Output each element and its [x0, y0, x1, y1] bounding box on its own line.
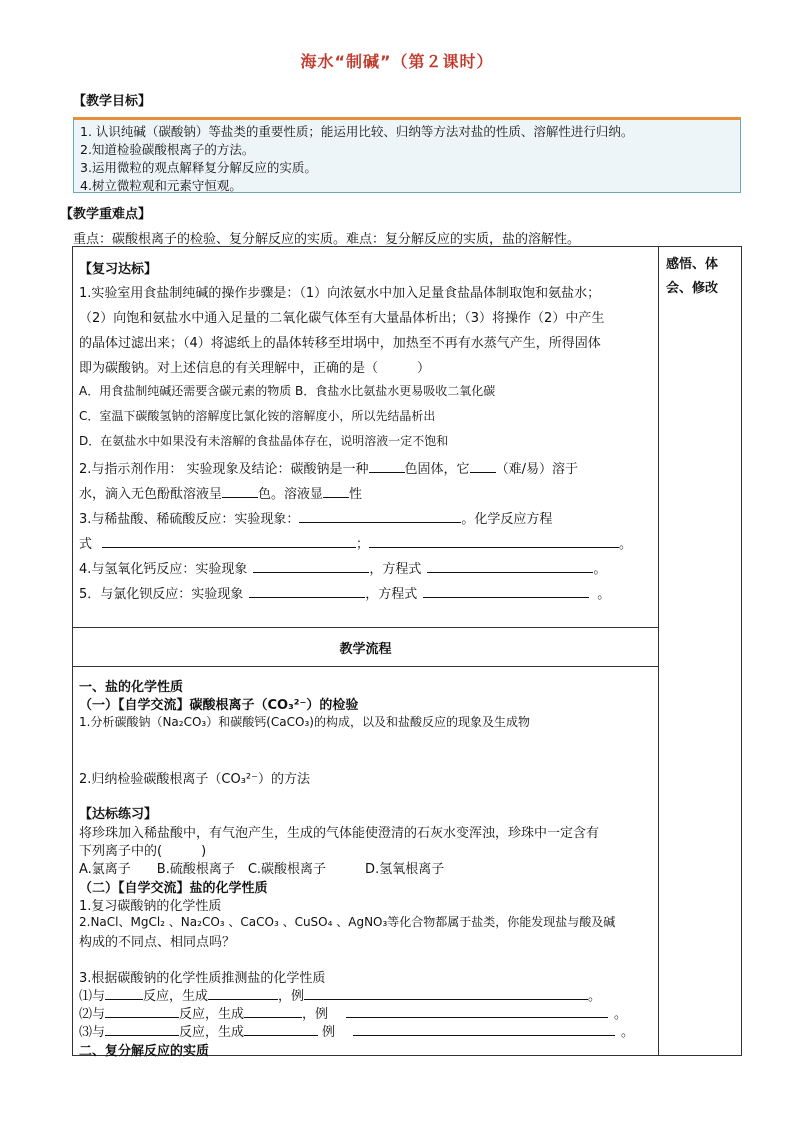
blank[interactable]: [369, 458, 405, 473]
goals-box: [73, 117, 741, 193]
r-text: 反应，生成: [179, 1007, 245, 1022]
part1-t1: 1.复习碳酸钠的化学性质: [79, 899, 222, 914]
q5-text: 。: [597, 587, 611, 602]
part1-s2: [79, 768, 310, 787]
r-text: ⑶与: [79, 1025, 106, 1040]
q4-text: 。: [593, 562, 607, 577]
q2-text: （难/易）溶于: [495, 462, 578, 477]
q3-text: 3.与稀盐酸、稀硫酸反应：实验现象：: [79, 512, 300, 527]
blank[interactable]: [102, 533, 356, 548]
blank[interactable]: [105, 1021, 179, 1036]
part1-t2a: 2.NaCl、MgCl₂ 、Na₂CO₃ 、CaCO₃ 、CuSO₄ 、AgNO₃等化合物都属于盐类，你能发现盐与酸及碱: [79, 915, 616, 929]
flow-heading: 教学流程: [339, 642, 392, 657]
q5-text: 5．与氯化钡反应：实验现象: [79, 587, 244, 602]
r-text: 。: [588, 989, 602, 1004]
q2-text: 水，滴入无色酚酞溶液呈: [79, 487, 223, 502]
key-text: 重点：碳酸根离子的检验、复分解反应的实质。难点：复分解反应的实质，盐的溶解性。: [73, 232, 581, 247]
goal-item: 2.知道检验碳酸根离子的方法。: [80, 142, 255, 157]
part2-heading: 二、复分解反应的实质: [79, 1044, 210, 1059]
q2-line2: [79, 483, 362, 502]
r-text: 反应，生成: [179, 1025, 245, 1040]
part1-t2b: 构成的不同点、相同点吗？: [79, 935, 236, 950]
r-text: 例: [322, 1025, 336, 1040]
q3-text: 式: [79, 537, 93, 552]
blank[interactable]: [323, 483, 349, 498]
q2-text: 性: [349, 487, 363, 502]
blank[interactable]: [304, 985, 588, 1000]
blank[interactable]: [299, 508, 461, 523]
side-column-header: 感悟、体会、修改: [666, 257, 719, 296]
q1-line: 即为碳酸钠。对上述信息的有关理解中，正确的是（ ）: [79, 361, 431, 376]
q1-option: A．用食盐制纯碱还需要含碳元素的物质 B．食盐水比氨盐水更易吸收二氧化碳: [79, 384, 496, 398]
q2-text: 色固体，它: [404, 462, 470, 477]
practice-heading: 【达标练习】: [79, 807, 158, 822]
q4-text: ，方程式: [369, 562, 422, 577]
blank[interactable]: [369, 533, 619, 548]
q3-text: ；: [356, 537, 370, 552]
q3-text: 。: [619, 537, 633, 552]
blank[interactable]: [423, 583, 589, 598]
review-heading: 【复习达标】: [79, 262, 158, 277]
r-text: 。: [614, 1007, 628, 1022]
reaction-line-3: [79, 1021, 634, 1040]
q2-line1: [79, 458, 578, 477]
q2-text: 色。溶液显: [258, 487, 324, 502]
part1-sub1: （一）【自学交流】碳酸根离子（CO₃²⁻）的检验: [79, 698, 359, 713]
q5-line: [79, 583, 610, 602]
goals-heading: 【教学目标】: [73, 94, 152, 109]
goal-item: 3.运用微粒的观点解释复分解反应的实质。: [80, 160, 317, 175]
r-text: ⑴与: [79, 989, 106, 1004]
q1-line: （2）向饱和氨盐水中通入足量的二氧化碳气体至有大量晶体析出；（3）将操作（2）中产生: [79, 311, 605, 326]
q4-text: 4.与氢氧化钙反应：实验现象: [79, 562, 248, 577]
blank[interactable]: [105, 985, 143, 1000]
practice-options: A.氯离子 B.硫酸根离子 C.碳酸根离子 D.氢氧根离子: [79, 862, 445, 877]
r-text: 反应，生成: [143, 989, 209, 1004]
r-text: ⑵与: [79, 1007, 106, 1022]
blank[interactable]: [427, 558, 593, 573]
r-text: ，例: [278, 989, 305, 1004]
practice-line: 将珍珠加入稀盐酸中，有气泡产生，生成的气体能使澄清的石灰水变浑浊，珍珠中一定含有: [79, 826, 600, 841]
page-title: 海水“制碱”（第２课时）: [300, 52, 494, 71]
q1-line: 1.实验室用食盐制纯碱的操作步骤是：（1）向浓氨水中加入足量食盐晶体制取饱和氨盐水；: [79, 286, 601, 301]
blank[interactable]: [253, 558, 369, 573]
q1-line: 的晶体过滤出来；（4）将滤纸上的晶体转移至坩埚中，加热至不再有水蒸气产生，所得固体: [79, 336, 601, 351]
q3-text: 。化学反应方程: [461, 512, 553, 527]
reaction-line-2: [79, 1003, 627, 1022]
blank[interactable]: [470, 458, 496, 473]
row-divider: [72, 666, 659, 667]
part1-sub2: （二）【自学交流】盐的化学性质: [79, 881, 268, 896]
blank[interactable]: [105, 1003, 179, 1018]
blank[interactable]: [249, 583, 365, 598]
blank[interactable]: [222, 483, 258, 498]
part1-heading: 一、盐的化学性质: [79, 680, 184, 695]
q3-line2: [79, 533, 632, 552]
goal-item: 4.树立微粒观和元素守恒观。: [80, 178, 242, 193]
blank[interactable]: [208, 985, 278, 1000]
reaction-line-1: [79, 985, 601, 1004]
key-heading: 【教学重难点】: [60, 207, 152, 222]
q3-line1: [79, 508, 552, 527]
practice-line: 下列离子中的( ): [79, 844, 207, 859]
part1-s1: 1.分析碳酸钠（Na₂CO₃）和碳酸钙(CaCO₃)的构成，以及和盐酸反应的现象及生成物: [79, 715, 530, 729]
part1-t3: 3.根据碳酸钠的化学性质推测盐的化学性质: [79, 971, 326, 986]
blank[interactable]: [244, 1021, 318, 1036]
r-text: ，例: [302, 1007, 329, 1022]
q4-line: [79, 558, 606, 577]
row-divider: [72, 627, 659, 628]
q2-text: 2.与指示剂作用： 实验现象及结论：碳酸钠是一种: [79, 462, 369, 477]
part1-s2-text: 2.归纳检验碳酸根离子（CO₃²⁻）的方法: [79, 772, 310, 787]
goal-item: 1. 认识纯碱（碳酸钠）等盐类的重要性质；能运用比较、归纳等方法对盐的性质、溶解性进行归纳。: [80, 124, 634, 139]
q1-option: C．室温下碳酸氢钠的溶解度比氯化铵的溶解度小，所以先结晶析出: [79, 409, 436, 423]
blank[interactable]: [244, 1003, 302, 1018]
q1-option: D．在氨盐水中如果没有未溶解的食盐晶体存在，说明溶液一定不饱和: [79, 434, 449, 448]
q5-text: ，方程式: [365, 587, 418, 602]
r-text: 。: [621, 1025, 635, 1040]
blank[interactable]: [353, 1021, 615, 1036]
blank[interactable]: [346, 1003, 608, 1018]
